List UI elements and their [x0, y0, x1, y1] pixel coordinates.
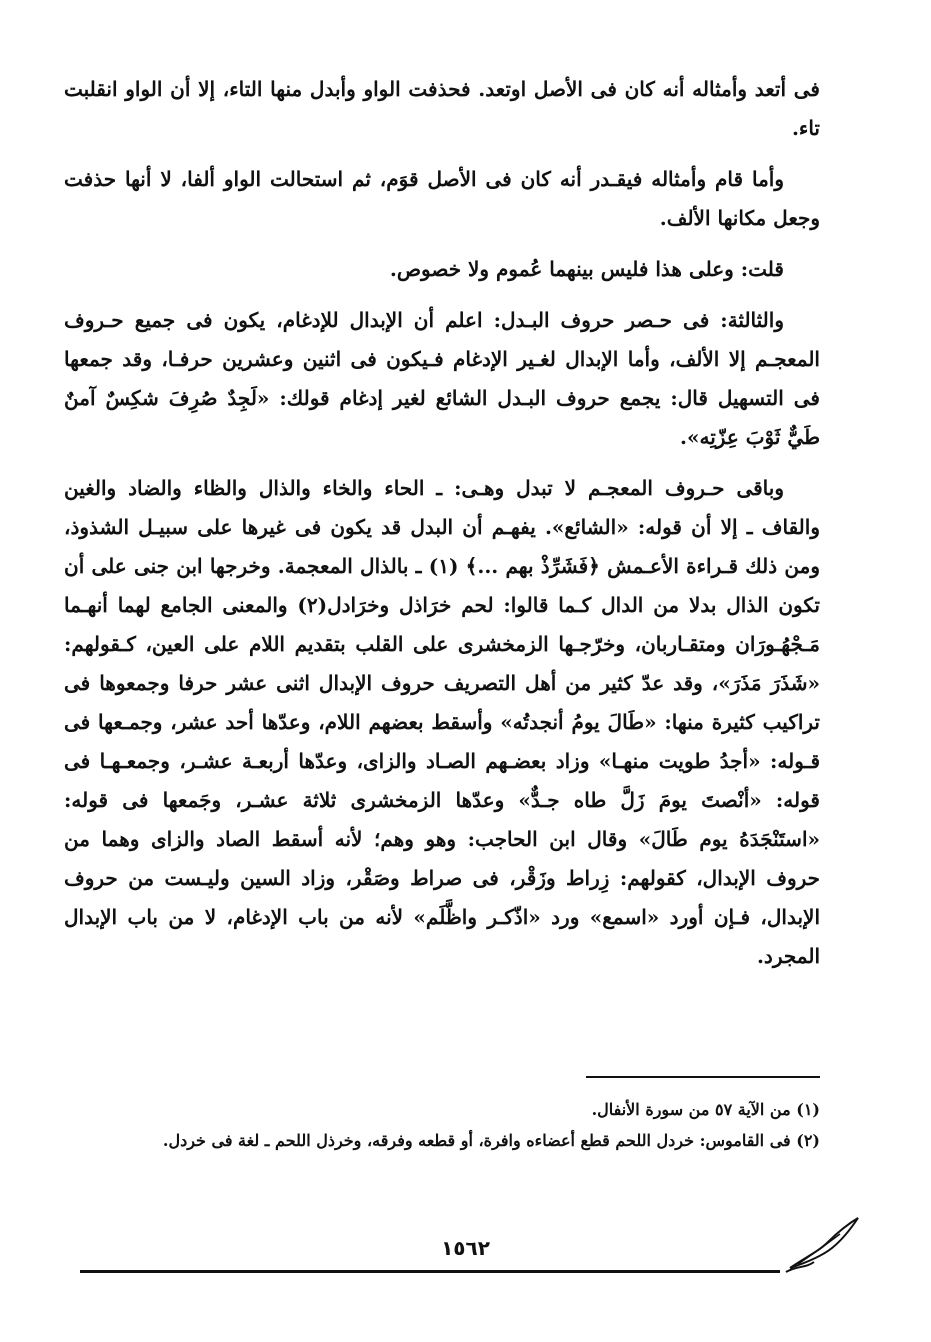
bottom-rule	[80, 1270, 780, 1273]
paragraph-4	[64, 301, 820, 457]
quill-ornament-icon	[784, 1212, 864, 1276]
page-number: ١٥٦٢	[441, 1236, 490, 1260]
footnote-separator	[586, 1076, 820, 1078]
paragraph-1: فى أتعد وأمثاله أنه كان فى الأصل اوتعد. فحذفت الواو وأبدل منها التاء، إلا أن الواو انقلبت تاء.	[64, 77, 820, 140]
main-text	[64, 70, 820, 988]
footnote-2: (٢) فى القاموس: خردل اللحم قطع أعضاءه وافرة، أو قطعه وفرقه، وخرذل اللحم ـ لغة فى خردل.	[162, 1131, 820, 1150]
footnotes	[64, 1094, 820, 1156]
section-heading: والثالثة: فى حـصر حروف البـدل:	[493, 308, 784, 332]
footnote-1: (١) من الآية ٥٧ من سورة الأنفال.	[591, 1100, 820, 1119]
paragraph-3: قلت: وعلى هذا فليس بينهما عُموم ولا خصوص.	[389, 257, 784, 281]
paragraph-5: وباقى حـروف المعجـم لا تبدل وهـى: ـ الحاء والخاء والذال والظاء والضاد والغين والقاف ـ إلا أن قوله: «الشائع». يفهـم أن البدل قد يكون فى غيرها على سبيـل الشذوذ، ومن ذلك قـراءة الأعـمش ﴿فَشَرِّذْ بهم ...﴾ (١) ـ بالذال المعجمة. وخرجها ابن جنى على أن تكون الذال بدلا من الدال كـما قالوا: لحم خرَاذل وخرَادل(٢) والمعنى الجامع لهما أنهـما مَـجْهُـورَان ومتقـاربان، وخرّجـها الزمخشرى على القلب بتقديم اللام على العين، كـقولهم: «شَذَرَ مَذَرَ»، وقد عدّ كثير من أهل التصريف حروف الإبدال اثنى عشر حرفا وجمعوها فى تراكيب كثيرة منها: «طَالَ يومُ أنجدتُه» وأسقط بعضهم اللام، وعدّها أحد عشر، وجمـعها فى قـوله: «أجدُ طويت منهـا» وزاد بعضـهم الصـاد والزاى، وعدّها أربعـة عشـر، وجمعـهـا فى قوله: «أنْصتَ يومَ زَلَّ طاه جـدٌّ» وعدّها الزمخشرى ثلاثة عشـر، وجَمعها فى قوله: «استَنْجَدَهُ يوم طَالَ» وقال ابن الحاجب: وهو وهم؛ لأنه أسقط الصاد والزاى وهما من حروف الإبدال، كقولهم: زِراط وزَقْر، فى صراط وصَقْر، وزاد السين وليـست من حروف الإبدال، فـإن أورد «اسمع» ورد «اذّكـر واظَّلَم» لأنه من باب الإدغام، لا من باب الإبدال المجرد.	[64, 476, 821, 968]
section-body: اعلم أن الإبدال للإدغام، يكون فى جميع حـروف المعجـم إلا الألف، وأما الإبدال لغـير الإدغام فـيكون فى اثنين وعشرين حرفـا، وقد جمعها فى التسهيل قال: يجمع حروف البـدل الشائع لغير إدغام قولك: «لَجِدٌ صُرِفَ شكِسٌ آمنٌ طَيٌّ ثَوْبَ عِزّتِه».	[64, 308, 820, 449]
paragraph-2: وأما قام وأمثاله فيقـدر أنه كان فى الأصل قوَم، ثم استحالت الواو ألفا، لا أنها حذفت وجعل مكانها الألف.	[64, 167, 820, 230]
